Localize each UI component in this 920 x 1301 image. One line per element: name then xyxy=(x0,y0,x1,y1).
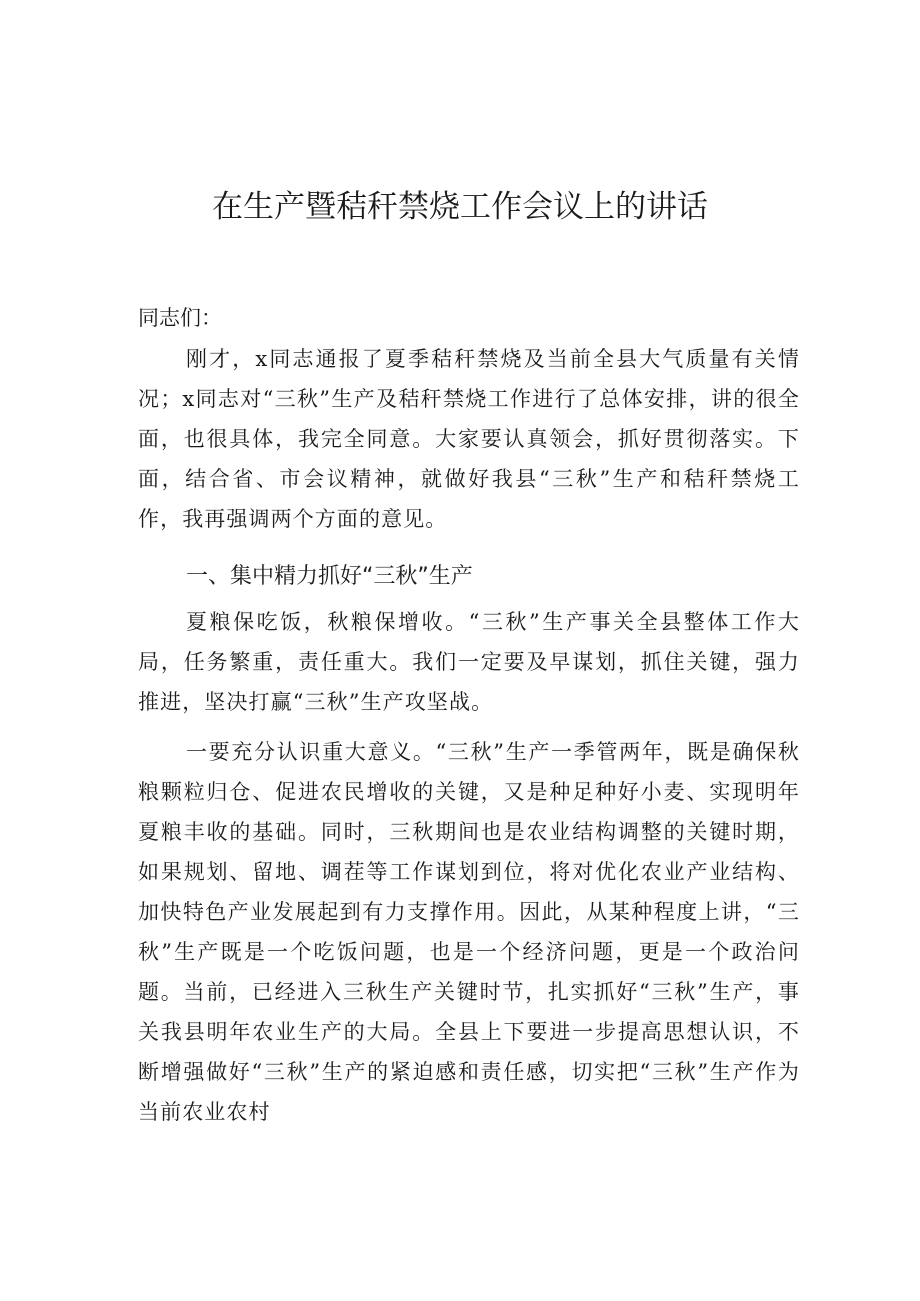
section-1-paragraph-1-block xyxy=(138,602,800,722)
intro-paragraph: 刚才，x同志通报了夏季秸秆禁烧及当前全县大气质量有关情况；x同志对“三秋”生产及秸秆禁烧工作进行了总体安排，讲的很全面，也很具体，我完全同意。大家要认真领会，抓好贯彻落实。下面，结合省、市会议精神，就做好我县“三秋”生产和秸秆禁烧工作，我再强调两个方面的意见。 xyxy=(138,347,800,531)
document-title: 在生产暨秸秆禁烧工作会议上的讲话 xyxy=(212,189,708,225)
salutation: 同志们： xyxy=(138,306,222,330)
section-1-heading-block xyxy=(138,555,800,599)
section-1-paragraph-2: 一要充分认识重大意义。“三秋”生产一季管两年，既是确保秋粮颗粒归仓、促进农民增收的关键，又是种足种好小麦、实现明年夏粮丰收的基础。同时，三秋期间也是农业结构调整的关键时期，如果规划、留地、调茬等工作谋划到位，将对优化农业产业结构、加快特色产业发展起到有力支撑作用。因此，从某种程度上讲，“三秋”生产既是一个吃饭问题，也是一个经济问题，更是一个政治问题。当前，已经进入三秋生产关键时节，扎实抓好“三秋”生产，事关我县明年农业生产的大局。全县上下要进一步提高思想认识，不断增强做好“三秋”生产的紧迫感和责任感，切实把“三秋”生产作为当前农业农村 xyxy=(138,740,800,1124)
section-1-paragraph-2-block xyxy=(138,732,800,1132)
section-1-paragraph-1: 夏粮保吃饭，秋粮保增收。“三秋”生产事关全县整体工作大局，任务繁重，责任重大。我们一定要及早谋划，抓住关键，强力推进，坚决打赢“三秋”生产攻坚战。 xyxy=(138,610,800,714)
section-1-heading: 一、集中精力抓好“三秋”生产 xyxy=(186,564,473,589)
intro-block xyxy=(138,339,800,539)
